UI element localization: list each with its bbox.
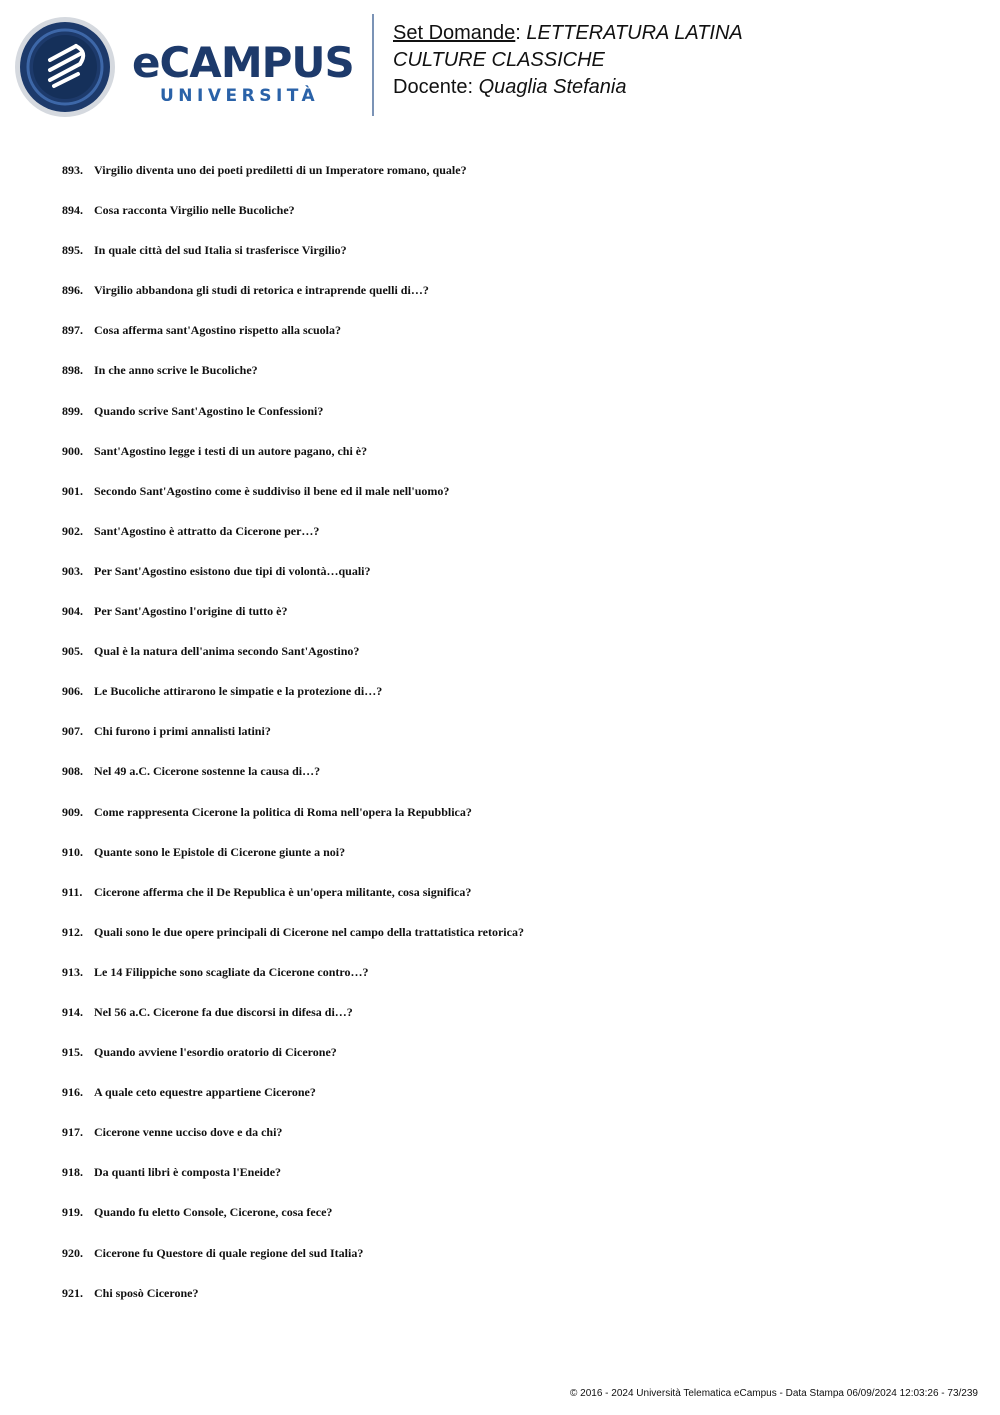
question-text: Quali sono le due opere principali di Cicerone nel campo della trattatistica retorica? [94, 924, 524, 939]
brand-logo [132, 40, 357, 106]
question-item [62, 1082, 524, 1122]
question-number: 917. [62, 1125, 83, 1140]
question-number: 893. [62, 163, 83, 177]
question-number: 907. [62, 724, 83, 739]
question-item [62, 842, 524, 882]
question-number: 911. [62, 884, 83, 899]
question-number: 920. [62, 1245, 83, 1260]
course-info [393, 20, 743, 101]
question-item [62, 761, 524, 801]
question-text: Secondo Sant'Agostino come è suddiviso il bene ed il male nell'uomo? [94, 483, 450, 498]
question-item [62, 441, 524, 481]
question-number: 910. [62, 844, 83, 859]
question-number: 901. [62, 483, 83, 498]
question-text: Cosa afferma sant'Agostino rispetto alla scuola? [94, 323, 341, 338]
question-item [62, 1202, 524, 1242]
question-text: Nel 56 a.C. Cicerone fa due discorsi in difesa di…? [94, 1004, 353, 1019]
question-text: Virgilio abbandona gli studi di retorica e intraprende quelli di…? [94, 283, 429, 298]
question-text: Per Sant'Agostino l'origine di tutto è? [94, 604, 288, 619]
question-text: Sant'Agostino legge i testi di un autore pagano, chi è? [94, 443, 368, 458]
brand-subtitle: UNIVERSITÀ [160, 86, 320, 106]
question-number: 921. [62, 1285, 83, 1300]
question-text: In quale città del sud Italia si trasferisce Virgilio? [94, 243, 347, 258]
question-text: Cicerone venne ucciso dove e da chi? [94, 1125, 283, 1140]
question-number: 896. [62, 283, 83, 298]
question-number: 898. [62, 363, 83, 378]
question-item [62, 882, 524, 922]
question-item [62, 1002, 524, 1042]
question-text: Quando fu eletto Console, Cicerone, cosa fece? [94, 1205, 333, 1220]
question-item [62, 521, 524, 561]
question-number: 918. [62, 1165, 83, 1180]
question-item [62, 601, 524, 641]
question-number: 914. [62, 1004, 83, 1019]
question-number: 904. [62, 604, 83, 619]
question-number: 894. [62, 203, 83, 218]
question-item [62, 320, 524, 360]
question-text: Le Bucoliche attirarono le simpatie e la protezione di…? [94, 684, 383, 699]
question-text: Quando avviene l'esordio oratorio di Cicerone? [94, 1045, 337, 1060]
question-text: Chi furono i primi annalisti latini? [94, 724, 271, 739]
question-item [62, 922, 524, 962]
question-item [62, 1283, 524, 1323]
ecampus-seal-icon [14, 16, 116, 118]
question-list [62, 160, 524, 1323]
question-item [62, 1042, 524, 1082]
question-number: 908. [62, 764, 83, 779]
question-number: 909. [62, 804, 83, 819]
question-item [62, 802, 524, 842]
question-text: Virgilio diventa uno dei poeti prediletti di un Imperatore romano, quale? [94, 163, 467, 177]
question-text: In che anno scrive le Bucoliche? [94, 363, 258, 378]
question-item [62, 962, 524, 1002]
teacher-label: Docente: [393, 76, 479, 98]
question-number: 916. [62, 1085, 83, 1100]
question-number: 900. [62, 443, 83, 458]
question-text: Per Sant'Agostino esistono due tipi di volontà…quali? [94, 563, 371, 578]
question-item [62, 1162, 524, 1202]
question-number: 919. [62, 1205, 83, 1220]
question-text: Chi sposò Cicerone? [94, 1285, 199, 1300]
course-line [393, 47, 743, 74]
question-number: 912. [62, 924, 83, 939]
question-text: Sant'Agostino è attratto da Cicerone per…? [94, 523, 320, 538]
question-text: Cicerone fu Questore di quale regione del sud Italia? [94, 1245, 364, 1260]
header-divider [372, 14, 374, 116]
question-number: 906. [62, 684, 83, 699]
brand-name: eCAMPUS [132, 38, 354, 87]
question-item [62, 160, 524, 200]
set-colon: : [515, 22, 527, 44]
question-item [62, 561, 524, 601]
question-text: Quante sono le Epistole di Cicerone giunte a noi? [94, 844, 346, 859]
set-line [393, 20, 743, 47]
question-text: Le 14 Filippiche sono scagliate da Cicerone contro…? [94, 964, 369, 979]
question-item [62, 280, 524, 320]
question-item [62, 1243, 524, 1283]
question-text: A quale ceto equestre appartiene Cicerone? [94, 1085, 316, 1100]
question-item [62, 1122, 524, 1162]
question-number: 905. [62, 644, 83, 659]
question-number: 895. [62, 243, 83, 258]
course-title: CULTURE CLASSICHE [393, 49, 605, 71]
question-item [62, 481, 524, 521]
teacher-name: Quaglia Stefania [478, 76, 627, 98]
question-text: Come rappresenta Cicerone la politica di Roma nell'opera la Repubblica? [94, 804, 472, 819]
teacher-line [393, 74, 743, 101]
question-item [62, 360, 524, 400]
question-number: 903. [62, 563, 83, 578]
question-item [62, 681, 524, 721]
set-label: Set Domande [393, 22, 516, 44]
question-item [62, 721, 524, 761]
question-text: Qual è la natura dell'anima secondo Sant'Agostino? [94, 644, 360, 659]
question-item [62, 401, 524, 441]
question-text: Cicerone afferma che il De Republica è un'opera militante, cosa significa? [94, 884, 472, 899]
question-text: Nel 49 a.C. Cicerone sostenne la causa di…? [94, 764, 321, 779]
question-number: 897. [62, 323, 83, 338]
question-item [62, 240, 524, 280]
question-text: Da quanti libri è composta l'Eneide? [94, 1165, 282, 1180]
footer-copyright: © 2016 - 2024 Università Telematica eCampus - Data Stampa 06/09/2024 12:03:26 - 73/239 [570, 1388, 978, 1399]
question-number: 902. [62, 523, 83, 538]
subject-title: LETTERATURA LATINA [526, 22, 743, 44]
question-number: 913. [62, 964, 83, 979]
question-number: 899. [62, 403, 83, 418]
question-text: Cosa racconta Virgilio nelle Bucoliche? [94, 203, 295, 218]
question-number: 915. [62, 1045, 83, 1060]
question-text: Quando scrive Sant'Agostino le Confessioni? [94, 403, 324, 418]
question-item [62, 641, 524, 681]
question-item [62, 200, 524, 240]
